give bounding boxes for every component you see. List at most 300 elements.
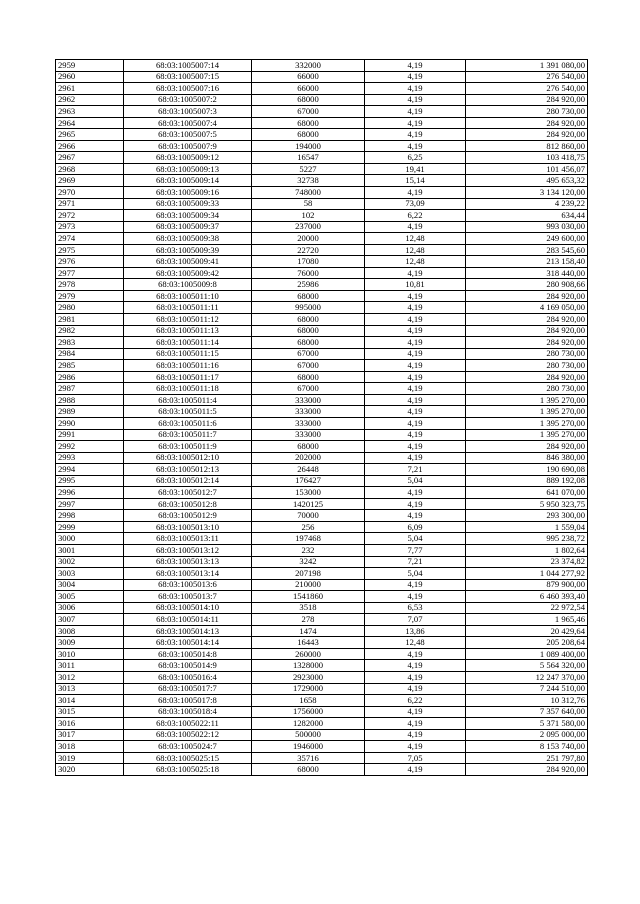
table-row bbox=[56, 302, 588, 314]
rate-value: 7,05 bbox=[365, 752, 466, 764]
area-value: 68000 bbox=[252, 314, 365, 326]
area-value: 26448 bbox=[252, 464, 365, 476]
area-value: 58 bbox=[252, 198, 365, 210]
row-number: 2981 bbox=[56, 314, 124, 326]
row-number: 2966 bbox=[56, 140, 124, 152]
rate-value: 4,19 bbox=[365, 337, 466, 349]
cadastral-value: 283 545,60 bbox=[466, 244, 588, 256]
row-number: 2973 bbox=[56, 221, 124, 233]
cadastral-number: 68:03:1005007:4 bbox=[124, 117, 252, 129]
table-row bbox=[56, 337, 588, 349]
row-number: 2983 bbox=[56, 337, 124, 349]
rate-value: 4,19 bbox=[365, 71, 466, 83]
table-row bbox=[56, 417, 588, 429]
cadastral-value: 213 158,40 bbox=[466, 256, 588, 268]
cadastral-value-table bbox=[55, 59, 588, 776]
cadastral-number: 68:03:1005007:3 bbox=[124, 106, 252, 118]
area-value: 748000 bbox=[252, 187, 365, 199]
cadastral-number: 68:03:1005011:16 bbox=[124, 360, 252, 372]
table-row bbox=[56, 648, 588, 660]
row-number: 2991 bbox=[56, 429, 124, 441]
row-number: 2985 bbox=[56, 360, 124, 372]
area-value: 35716 bbox=[252, 752, 365, 764]
table-row bbox=[56, 591, 588, 603]
area-value: 102 bbox=[252, 210, 365, 222]
rate-value: 4,19 bbox=[365, 290, 466, 302]
area-value: 68000 bbox=[252, 129, 365, 141]
area-value: 67000 bbox=[252, 360, 365, 372]
area-value: 5227 bbox=[252, 163, 365, 175]
cadastral-number: 68:03:1005013:13 bbox=[124, 556, 252, 568]
area-value: 256 bbox=[252, 521, 365, 533]
cadastral-number: 68:03:1005007:16 bbox=[124, 83, 252, 95]
rate-value: 4,19 bbox=[365, 648, 466, 660]
table-row bbox=[56, 163, 588, 175]
cadastral-value: 284 920,00 bbox=[466, 371, 588, 383]
cadastral-number: 68:03:1005014:14 bbox=[124, 637, 252, 649]
table-row bbox=[56, 314, 588, 326]
area-value: 76000 bbox=[252, 267, 365, 279]
area-value: 67000 bbox=[252, 106, 365, 118]
rate-value: 4,19 bbox=[365, 718, 466, 730]
cadastral-number: 68:03:1005011:18 bbox=[124, 383, 252, 395]
area-value: 1328000 bbox=[252, 660, 365, 672]
rate-value: 4,19 bbox=[365, 660, 466, 672]
rate-value: 73,09 bbox=[365, 198, 466, 210]
cadastral-number: 68:03:1005009:8 bbox=[124, 279, 252, 291]
table-row bbox=[56, 175, 588, 187]
table-row bbox=[56, 614, 588, 626]
cadastral-number: 68:03:1005025:15 bbox=[124, 752, 252, 764]
cadastral-value: 1 395 270,00 bbox=[466, 417, 588, 429]
rate-value: 7,21 bbox=[365, 556, 466, 568]
cadastral-number: 68:03:1005011:7 bbox=[124, 429, 252, 441]
row-number: 2982 bbox=[56, 325, 124, 337]
cadastral-value: 5 950 323,75 bbox=[466, 498, 588, 510]
cadastral-number: 68:03:1005007:2 bbox=[124, 94, 252, 106]
row-number: 2962 bbox=[56, 94, 124, 106]
table-row bbox=[56, 60, 588, 72]
row-number: 3014 bbox=[56, 695, 124, 707]
rate-value: 7,21 bbox=[365, 464, 466, 476]
cadastral-number: 68:03:1005017:7 bbox=[124, 683, 252, 695]
rate-value: 6,22 bbox=[365, 695, 466, 707]
table-row bbox=[56, 256, 588, 268]
rate-value: 5,04 bbox=[365, 533, 466, 545]
table-row bbox=[56, 764, 588, 776]
rate-value: 10,81 bbox=[365, 279, 466, 291]
cadastral-number: 68:03:1005018:4 bbox=[124, 706, 252, 718]
cadastral-number: 68:03:1005011:17 bbox=[124, 371, 252, 383]
cadastral-value: 284 920,00 bbox=[466, 94, 588, 106]
cadastral-value: 276 540,00 bbox=[466, 71, 588, 83]
row-number: 2971 bbox=[56, 198, 124, 210]
cadastral-value: 12 247 370,00 bbox=[466, 671, 588, 683]
cadastral-value: 276 540,00 bbox=[466, 83, 588, 95]
table-row bbox=[56, 198, 588, 210]
rate-value: 4,19 bbox=[365, 394, 466, 406]
row-number: 3001 bbox=[56, 544, 124, 556]
area-value: 66000 bbox=[252, 83, 365, 95]
row-number: 2977 bbox=[56, 267, 124, 279]
area-value: 68000 bbox=[252, 764, 365, 776]
rate-value: 4,19 bbox=[365, 406, 466, 418]
rate-value: 4,19 bbox=[365, 706, 466, 718]
area-value: 1658 bbox=[252, 695, 365, 707]
cadastral-number: 68:03:1005014:8 bbox=[124, 648, 252, 660]
area-value: 68000 bbox=[252, 325, 365, 337]
rate-value: 4,19 bbox=[365, 129, 466, 141]
cadastral-number: 68:03:1005009:33 bbox=[124, 198, 252, 210]
cadastral-number: 68:03:1005014:13 bbox=[124, 625, 252, 637]
row-number: 3003 bbox=[56, 568, 124, 580]
cadastral-number: 68:03:1005007:9 bbox=[124, 140, 252, 152]
area-value: 500000 bbox=[252, 729, 365, 741]
area-value: 333000 bbox=[252, 394, 365, 406]
table-row bbox=[56, 429, 588, 441]
row-number: 3006 bbox=[56, 602, 124, 614]
area-value: 1756000 bbox=[252, 706, 365, 718]
table-row bbox=[56, 371, 588, 383]
cadastral-value: 4 239,22 bbox=[466, 198, 588, 210]
area-value: 1946000 bbox=[252, 741, 365, 753]
rate-value: 6,53 bbox=[365, 602, 466, 614]
cadastral-number: 68:03:1005013:7 bbox=[124, 591, 252, 603]
rate-value: 4,19 bbox=[365, 106, 466, 118]
area-value: 278 bbox=[252, 614, 365, 626]
row-number: 2989 bbox=[56, 406, 124, 418]
table-row bbox=[56, 671, 588, 683]
table-row bbox=[56, 452, 588, 464]
cadastral-number: 68:03:1005007:15 bbox=[124, 71, 252, 83]
row-number: 3019 bbox=[56, 752, 124, 764]
table-row bbox=[56, 568, 588, 580]
table-row bbox=[56, 106, 588, 118]
row-number: 2970 bbox=[56, 187, 124, 199]
cadastral-value: 6 460 393,40 bbox=[466, 591, 588, 603]
cadastral-value: 284 920,00 bbox=[466, 441, 588, 453]
cadastral-value: 1 044 277,92 bbox=[466, 568, 588, 580]
cadastral-value: 205 208,64 bbox=[466, 637, 588, 649]
rate-value: 4,19 bbox=[365, 429, 466, 441]
area-value: 3242 bbox=[252, 556, 365, 568]
cadastral-value: 995 238,72 bbox=[466, 533, 588, 545]
table-row bbox=[56, 244, 588, 256]
rate-value: 19,41 bbox=[365, 163, 466, 175]
table-row bbox=[56, 660, 588, 672]
cadastral-number: 68:03:1005007:14 bbox=[124, 60, 252, 72]
table-row bbox=[56, 290, 588, 302]
cadastral-value: 280 908,66 bbox=[466, 279, 588, 291]
rate-value: 7,77 bbox=[365, 544, 466, 556]
cadastral-value: 284 920,00 bbox=[466, 337, 588, 349]
cadastral-value: 190 690,08 bbox=[466, 464, 588, 476]
cadastral-value: 7 244 510,00 bbox=[466, 683, 588, 695]
cadastral-value: 101 456,07 bbox=[466, 163, 588, 175]
table-row bbox=[56, 718, 588, 730]
table-row bbox=[56, 487, 588, 499]
row-number: 3020 bbox=[56, 764, 124, 776]
row-number: 2961 bbox=[56, 83, 124, 95]
table-row bbox=[56, 152, 588, 164]
rate-value: 4,19 bbox=[365, 83, 466, 95]
table-row bbox=[56, 521, 588, 533]
cadastral-value: 495 653,32 bbox=[466, 175, 588, 187]
rate-value: 4,19 bbox=[365, 764, 466, 776]
row-number: 2968 bbox=[56, 163, 124, 175]
cadastral-value: 249 600,00 bbox=[466, 233, 588, 245]
cadastral-value: 284 920,00 bbox=[466, 117, 588, 129]
cadastral-number: 68:03:1005009:38 bbox=[124, 233, 252, 245]
rate-value: 4,19 bbox=[365, 140, 466, 152]
area-value: 32738 bbox=[252, 175, 365, 187]
rate-value: 4,19 bbox=[365, 360, 466, 372]
cadastral-value: 284 920,00 bbox=[466, 290, 588, 302]
cadastral-value: 284 920,00 bbox=[466, 764, 588, 776]
cadastral-value: 280 730,00 bbox=[466, 348, 588, 360]
cadastral-number: 68:03:1005022:12 bbox=[124, 729, 252, 741]
rate-value: 4,19 bbox=[365, 187, 466, 199]
row-number: 2963 bbox=[56, 106, 124, 118]
cadastral-number: 68:03:1005012:13 bbox=[124, 464, 252, 476]
rate-value: 4,19 bbox=[365, 441, 466, 453]
row-number: 2984 bbox=[56, 348, 124, 360]
area-value: 176427 bbox=[252, 475, 365, 487]
table-row bbox=[56, 498, 588, 510]
area-value: 333000 bbox=[252, 406, 365, 418]
rate-value: 4,19 bbox=[365, 94, 466, 106]
rate-value: 4,19 bbox=[365, 371, 466, 383]
rate-value: 6,22 bbox=[365, 210, 466, 222]
rate-value: 6,25 bbox=[365, 152, 466, 164]
table-row bbox=[56, 210, 588, 222]
cadastral-value: 1 559,04 bbox=[466, 521, 588, 533]
table-row bbox=[56, 129, 588, 141]
cadastral-value: 1 089 400,00 bbox=[466, 648, 588, 660]
rate-value: 4,19 bbox=[365, 302, 466, 314]
rate-value: 4,19 bbox=[365, 487, 466, 499]
row-number: 3007 bbox=[56, 614, 124, 626]
cadastral-number: 68:03:1005009:41 bbox=[124, 256, 252, 268]
area-value: 16443 bbox=[252, 637, 365, 649]
table-row bbox=[56, 221, 588, 233]
area-value: 1729000 bbox=[252, 683, 365, 695]
row-number: 2997 bbox=[56, 498, 124, 510]
rate-value: 4,19 bbox=[365, 498, 466, 510]
table-row bbox=[56, 579, 588, 591]
rate-value: 4,19 bbox=[365, 729, 466, 741]
cadastral-number: 68:03:1005009:42 bbox=[124, 267, 252, 279]
area-value: 333000 bbox=[252, 429, 365, 441]
cadastral-value: 879 900,00 bbox=[466, 579, 588, 591]
rate-value: 4,19 bbox=[365, 510, 466, 522]
rate-value: 4,19 bbox=[365, 325, 466, 337]
row-number: 2987 bbox=[56, 383, 124, 395]
cadastral-value: 889 192,08 bbox=[466, 475, 588, 487]
row-number: 2976 bbox=[56, 256, 124, 268]
rate-value: 4,19 bbox=[365, 741, 466, 753]
area-value: 68000 bbox=[252, 94, 365, 106]
rate-value: 4,19 bbox=[365, 348, 466, 360]
cadastral-value: 2 095 000,00 bbox=[466, 729, 588, 741]
area-value: 67000 bbox=[252, 348, 365, 360]
table-row bbox=[56, 279, 588, 291]
row-number: 2996 bbox=[56, 487, 124, 499]
cadastral-number: 68:03:1005011:13 bbox=[124, 325, 252, 337]
cadastral-value: 846 380,00 bbox=[466, 452, 588, 464]
table-row bbox=[56, 71, 588, 83]
cadastral-number: 68:03:1005011:6 bbox=[124, 417, 252, 429]
cadastral-value: 22 972,54 bbox=[466, 602, 588, 614]
cadastral-number: 68:03:1005011:12 bbox=[124, 314, 252, 326]
table-row bbox=[56, 625, 588, 637]
row-number: 3005 bbox=[56, 591, 124, 603]
cadastral-number: 68:03:1005011:15 bbox=[124, 348, 252, 360]
rate-value: 15,14 bbox=[365, 175, 466, 187]
area-value: 68000 bbox=[252, 290, 365, 302]
cadastral-value: 641 070,00 bbox=[466, 487, 588, 499]
rate-value: 4,19 bbox=[365, 267, 466, 279]
cadastral-number: 68:03:1005009:34 bbox=[124, 210, 252, 222]
area-value: 22720 bbox=[252, 244, 365, 256]
rate-value: 12,48 bbox=[365, 244, 466, 256]
area-value: 68000 bbox=[252, 117, 365, 129]
table-row bbox=[56, 383, 588, 395]
area-value: 153000 bbox=[252, 487, 365, 499]
row-number: 2960 bbox=[56, 71, 124, 83]
cadastral-value: 1 965,46 bbox=[466, 614, 588, 626]
row-number: 2967 bbox=[56, 152, 124, 164]
cadastral-number: 68:03:1005011:14 bbox=[124, 337, 252, 349]
table-row bbox=[56, 602, 588, 614]
table-row bbox=[56, 83, 588, 95]
area-value: 66000 bbox=[252, 71, 365, 83]
row-number: 2995 bbox=[56, 475, 124, 487]
row-number: 2975 bbox=[56, 244, 124, 256]
row-number: 2986 bbox=[56, 371, 124, 383]
area-value: 207198 bbox=[252, 568, 365, 580]
cadastral-number: 68:03:1005013:14 bbox=[124, 568, 252, 580]
table-row bbox=[56, 706, 588, 718]
cadastral-value: 1 395 270,00 bbox=[466, 394, 588, 406]
area-value: 70000 bbox=[252, 510, 365, 522]
row-number: 3010 bbox=[56, 648, 124, 660]
row-number: 2999 bbox=[56, 521, 124, 533]
row-number: 3000 bbox=[56, 533, 124, 545]
cadastral-value: 284 920,00 bbox=[466, 314, 588, 326]
cadastral-value: 812 860,00 bbox=[466, 140, 588, 152]
table-row bbox=[56, 441, 588, 453]
cadastral-value: 1 395 270,00 bbox=[466, 406, 588, 418]
rate-value: 4,19 bbox=[365, 452, 466, 464]
table-row bbox=[56, 94, 588, 106]
area-value: 202000 bbox=[252, 452, 365, 464]
row-number: 3002 bbox=[56, 556, 124, 568]
cadastral-value: 7 357 640,00 bbox=[466, 706, 588, 718]
row-number: 3009 bbox=[56, 637, 124, 649]
row-number: 2959 bbox=[56, 60, 124, 72]
cadastral-value: 251 797,80 bbox=[466, 752, 588, 764]
cadastral-value: 1 391 080,00 bbox=[466, 60, 588, 72]
rate-value: 4,19 bbox=[365, 117, 466, 129]
cadastral-value: 23 374,82 bbox=[466, 556, 588, 568]
row-number: 2965 bbox=[56, 129, 124, 141]
area-value: 194000 bbox=[252, 140, 365, 152]
cadastral-number: 68:03:1005025:18 bbox=[124, 764, 252, 776]
cadastral-number: 68:03:1005013:10 bbox=[124, 521, 252, 533]
area-value: 67000 bbox=[252, 383, 365, 395]
rate-value: 5,04 bbox=[365, 568, 466, 580]
cadastral-value: 8 153 740,00 bbox=[466, 741, 588, 753]
row-number: 2964 bbox=[56, 117, 124, 129]
cadastral-number: 68:03:1005009:39 bbox=[124, 244, 252, 256]
table-row bbox=[56, 475, 588, 487]
area-value: 1541860 bbox=[252, 591, 365, 603]
cadastral-value: 5 564 320,00 bbox=[466, 660, 588, 672]
table-row bbox=[56, 406, 588, 418]
table-row bbox=[56, 729, 588, 741]
cadastral-number: 68:03:1005014:9 bbox=[124, 660, 252, 672]
cadastral-number: 68:03:1005007:5 bbox=[124, 129, 252, 141]
table-row bbox=[56, 741, 588, 753]
table-row bbox=[56, 117, 588, 129]
cadastral-value: 284 920,00 bbox=[466, 129, 588, 141]
area-value: 16547 bbox=[252, 152, 365, 164]
cadastral-value: 3 134 120,00 bbox=[466, 187, 588, 199]
rate-value: 4,19 bbox=[365, 60, 466, 72]
area-value: 1420125 bbox=[252, 498, 365, 510]
row-number: 3013 bbox=[56, 683, 124, 695]
area-value: 333000 bbox=[252, 417, 365, 429]
table-row bbox=[56, 140, 588, 152]
cadastral-number: 68:03:1005022:11 bbox=[124, 718, 252, 730]
table-row bbox=[56, 695, 588, 707]
row-number: 2972 bbox=[56, 210, 124, 222]
table-row bbox=[56, 556, 588, 568]
cadastral-number: 68:03:1005012:7 bbox=[124, 487, 252, 499]
cadastral-number: 68:03:1005024:7 bbox=[124, 741, 252, 753]
rate-value: 12,48 bbox=[365, 256, 466, 268]
table-row bbox=[56, 233, 588, 245]
cadastral-value: 634,44 bbox=[466, 210, 588, 222]
cadastral-number: 68:03:1005013:6 bbox=[124, 579, 252, 591]
area-value: 232 bbox=[252, 544, 365, 556]
rate-value: 4,19 bbox=[365, 417, 466, 429]
area-value: 25986 bbox=[252, 279, 365, 291]
cadastral-value: 318 440,00 bbox=[466, 267, 588, 279]
cadastral-number: 68:03:1005017:8 bbox=[124, 695, 252, 707]
row-number: 2992 bbox=[56, 441, 124, 453]
row-number: 2969 bbox=[56, 175, 124, 187]
rate-value: 5,04 bbox=[365, 475, 466, 487]
table-row bbox=[56, 510, 588, 522]
cadastral-number: 68:03:1005011:4 bbox=[124, 394, 252, 406]
cadastral-value: 5 371 580,00 bbox=[466, 718, 588, 730]
cadastral-value: 280 730,00 bbox=[466, 383, 588, 395]
area-value: 68000 bbox=[252, 441, 365, 453]
area-value: 17080 bbox=[252, 256, 365, 268]
row-number: 3018 bbox=[56, 741, 124, 753]
row-number: 3017 bbox=[56, 729, 124, 741]
row-number: 3004 bbox=[56, 579, 124, 591]
cadastral-number: 68:03:1005009:13 bbox=[124, 163, 252, 175]
cadastral-number: 68:03:1005011:10 bbox=[124, 290, 252, 302]
area-value: 68000 bbox=[252, 337, 365, 349]
area-value: 20000 bbox=[252, 233, 365, 245]
rate-value: 4,19 bbox=[365, 683, 466, 695]
row-number: 3008 bbox=[56, 625, 124, 637]
cadastral-number: 68:03:1005011:11 bbox=[124, 302, 252, 314]
